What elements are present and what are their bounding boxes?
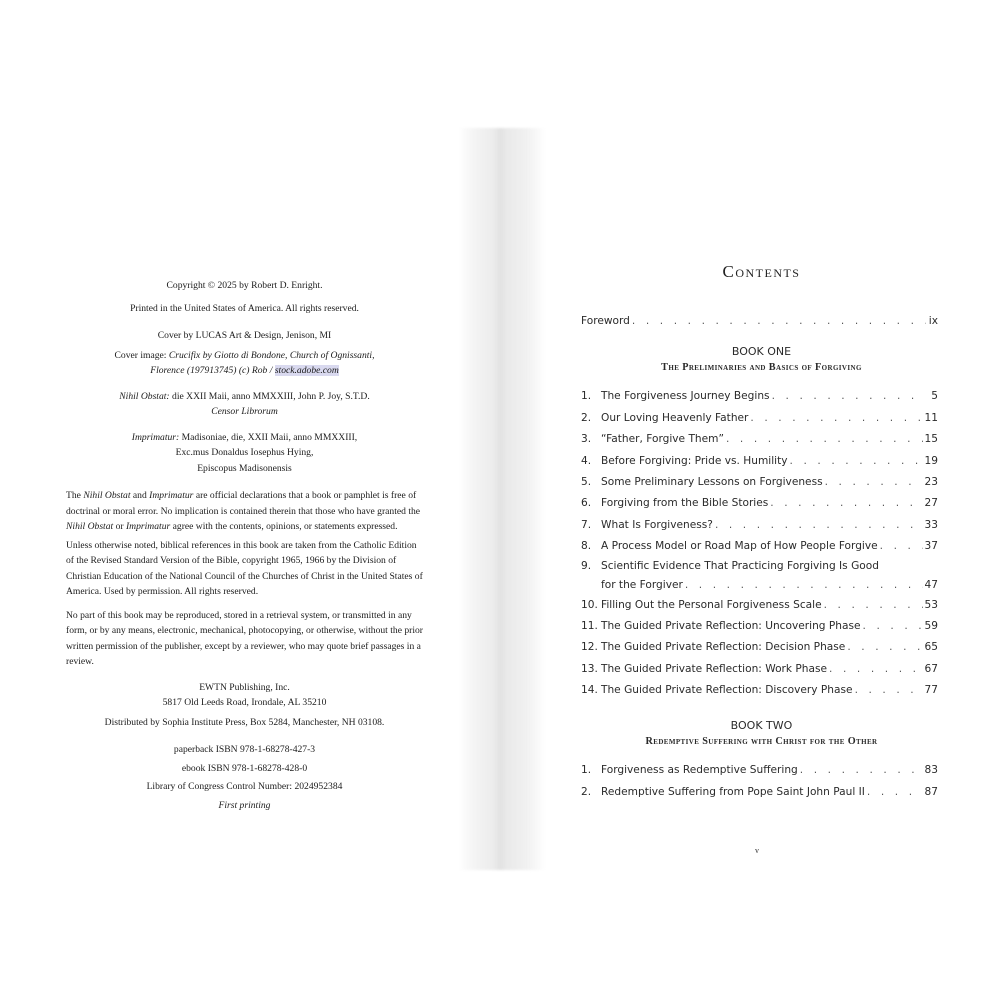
lccn-line: Library of Congress Control Number: 2024952384 [146,781,343,792]
toc-entry[interactable] [581,637,938,658]
page-number: v [755,846,759,855]
chapter-number: 2. [581,411,592,424]
declaration-paragraph [66,488,423,535]
toc-entry-continuation[interactable] [581,575,938,595]
cover-image-prefix: Cover image: [114,349,169,361]
chapter-title: The Forgiveness Journey Begins [601,390,770,403]
chapter-number: 1. [581,764,592,777]
bible-note-paragraph: Unless otherwise noted, biblical references in this book are taken from the Catholic Edition of the Revised Standard Version of the Bible, copyright 1965, 1966 by the Division of Christian Education of the National Council of the Churches of Christ in the United States of America. Used by permission. All rights reserved. [66,539,423,597]
toc-entry[interactable] [581,386,938,407]
cover-image-credit: Crucifix by Giotto di Bondone, Church of Ognissanti, [168,349,375,361]
toc-page-number: 33 [924,518,938,531]
isbn-paperback: paperback ISBN 978-1-68278-427-3 [173,744,316,755]
toc-page-number: 11 [924,411,938,424]
imprimatur-text: Madisoniae, die, XXII Maii, anno MMXXIII, [179,431,358,443]
book-one-heading: BOOK ONE [731,345,792,359]
decl-imprimatur: Imprimatur [125,521,171,532]
toc-entry[interactable] [581,680,938,701]
decl-text: or [113,521,126,532]
toc-entry[interactable] [581,451,938,472]
chapter-number: 12. [581,641,598,654]
chapter-number: 7. [581,518,592,531]
leader-dots [824,595,923,616]
censor-text: Censor Librorum [211,406,278,417]
leader-dots [863,616,923,637]
toc-entry[interactable] [581,595,938,616]
chapter-title: Redemptive Suffering from Pope Saint John Paul II [601,785,865,798]
toc-page-number: 47 [924,578,938,591]
toc-page-number: 15 [924,433,938,446]
toc-entry[interactable] [581,760,938,781]
toc-page-number: 19 [924,454,938,467]
toc-page-number: 65 [924,641,938,654]
printing-text: First printing [218,799,271,811]
chapter-title: The Guided Private Reflection: Discovery Phase [601,684,853,697]
rights-paragraph: No part of this book may be reproduced, stored in a retrieval system, or transmitted in any form, or by any means, electronic, mechanical, photocopying, or otherwise, without the prior written permission of the publisher, except by a reviewer, who may quote brief passages in a review. [66,609,423,667]
leader-dots [867,782,923,803]
chapter-number: 1. [581,390,592,403]
toc-page-number: 5 [931,390,938,403]
chapter-number: 13. [581,662,598,675]
chapter-title: The Guided Private Reflection: Uncovering Phase [601,619,861,632]
leader-dots [829,659,922,680]
leader-dots [726,429,923,450]
toc-page-number: 37 [924,540,938,553]
book-one-subtitle: The Preliminaries and Basics of Forgiving [661,362,862,374]
toc-entry[interactable] [581,515,938,536]
contents-title: Contents [722,262,801,281]
contents-page [581,262,938,803]
book-two-heading: BOOK TWO [730,719,793,733]
leader-dots [715,515,923,536]
chapter-title: Before Forgiving: Pride vs. Humility [601,454,788,467]
distributor-line: Distributed by Sophia Institute Press, Box 5284, Manchester, NH 03108. [104,716,385,728]
chapter-number: 11. [581,619,598,632]
chapter-title: The Guided Private Reflection: Decision Phase [601,641,846,654]
chapter-title: Some Preliminary Lessons on Forgiveness [601,475,823,488]
imprimatur-label: Imprimatur: [131,431,180,443]
toc-entry[interactable] [581,782,938,803]
toc-entry[interactable] [581,408,938,429]
toc-page-number: 77 [924,684,938,697]
toc-entry[interactable] [581,558,938,575]
stock-adobe-link[interactable]: stock.adobe.com [274,365,339,376]
decl-text: The [66,490,84,501]
decl-nihil: Nihil Obstat [83,490,131,501]
toc-page-number: 87 [924,785,938,798]
leader-dots [685,575,923,595]
chapter-title: Filling Out the Personal Forgiveness Scale [601,598,822,611]
leader-dots [750,408,922,429]
nihil-obstat-text: die XXII Maii, anno MMXXIII, John P. Joy, S.T.D. [169,390,370,402]
toc-page-number: 59 [924,619,938,632]
chapter-title: A Process Model or Road Map of How People Forgive [601,540,878,553]
leader-dots [632,311,926,332]
chapter-number: 5. [581,475,592,488]
toc-entry[interactable] [581,659,938,680]
leader-dots [800,760,923,781]
leader-dots [880,536,923,557]
toc-entry[interactable] [581,472,938,493]
isbn-ebook: ebook ISBN 978-1-68278-428-0 [181,762,308,774]
toc-page-number: 67 [924,662,938,675]
nihil-obstat-line [66,389,423,405]
printed-line: Printed in the United States of America. All rights reserved. [130,302,359,314]
imprimatur-line-3: Episcopus Madisonensis [197,462,292,474]
toc-entry-foreword[interactable] [581,311,938,332]
chapter-title-line-2: for the Forgiver [601,578,683,591]
chapter-number: 14. [581,684,598,697]
decl-nihil: Nihil Obstat [66,521,114,532]
toc-page-number: 83 [924,764,938,777]
chapter-title: Forgiving from the Bible Stories [601,497,769,510]
chapter-number: 2. [581,785,592,798]
chapter-title: The Guided Private Reflection: Work Phase [601,662,828,675]
toc-label: Foreword [581,315,630,327]
publisher-address: 5817 Old Leeds Road, Irondale, AL 35210 [162,697,327,708]
copyright-page [66,278,423,813]
chapter-number: 8. [581,540,592,553]
toc-page-number: 23 [924,475,938,488]
printing-line [66,798,423,814]
chapter-title: “Father, Forgive Them” [601,433,724,446]
chapter-number: 10. [581,598,598,611]
censor-line [66,404,423,420]
leader-dots [790,451,923,472]
cover-image-line-2 [66,363,423,379]
book-one-chapter-list [581,386,938,701]
chapter-title: Forgiveness as Redemptive Suffering [601,764,798,777]
page-gutter-shadow [458,128,546,870]
toc-entry[interactable] [581,536,938,557]
leader-dots [825,472,923,493]
decl-text: and [130,490,150,501]
nihil-obstat-label: Nihil Obstat: [119,390,170,402]
decl-text: agree with the contents, opinions, or statements expressed. [170,521,398,532]
toc-entry[interactable] [581,616,938,637]
toc-page-number: 53 [924,598,938,611]
cover-image-credit-2: Florence (197913745) (c) Rob / [150,365,275,376]
decl-imprimatur: Imprimatur [149,490,194,501]
cover-image-line [66,348,423,364]
chapter-number: 3. [581,433,592,446]
chapter-title: Scientific Evidence That Practicing Forgiving Is Good [601,559,879,572]
imprimatur-line-2: Exc.mus Donaldus Iosephus Hying, [175,447,314,458]
chapter-number: 6. [581,497,592,510]
decl-text: are official declarations that a book or pamphlet is free of doctrinal or moral error. No implication is contained therein that those who have granted the [66,490,421,517]
book-two-chapter-list [581,760,938,803]
leader-dots [855,680,923,701]
toc-page-number: 27 [924,497,938,510]
leader-dots [772,386,926,407]
chapter-number: 9. [581,559,592,572]
chapter-number: 4. [581,454,592,467]
leader-dots [847,637,922,658]
imprimatur-line [66,430,423,446]
book-two-subtitle: Redemptive Suffering with Christ for the Other [645,736,878,748]
leader-dots [770,493,922,514]
cover-by-line: Cover by LUCAS Art & Design, Jenison, MI [157,330,332,341]
toc-page-number: ix [928,315,938,327]
copyright-line: Copyright © 2025 by Robert D. Enright. [166,280,323,291]
toc-entry[interactable] [581,429,938,450]
chapter-title: Our Loving Heavenly Father [601,411,749,424]
publisher-name: EWTN Publishing, Inc. [199,681,290,693]
toc-entry[interactable] [581,493,938,514]
chapter-title: What Is Forgiveness? [601,518,713,531]
